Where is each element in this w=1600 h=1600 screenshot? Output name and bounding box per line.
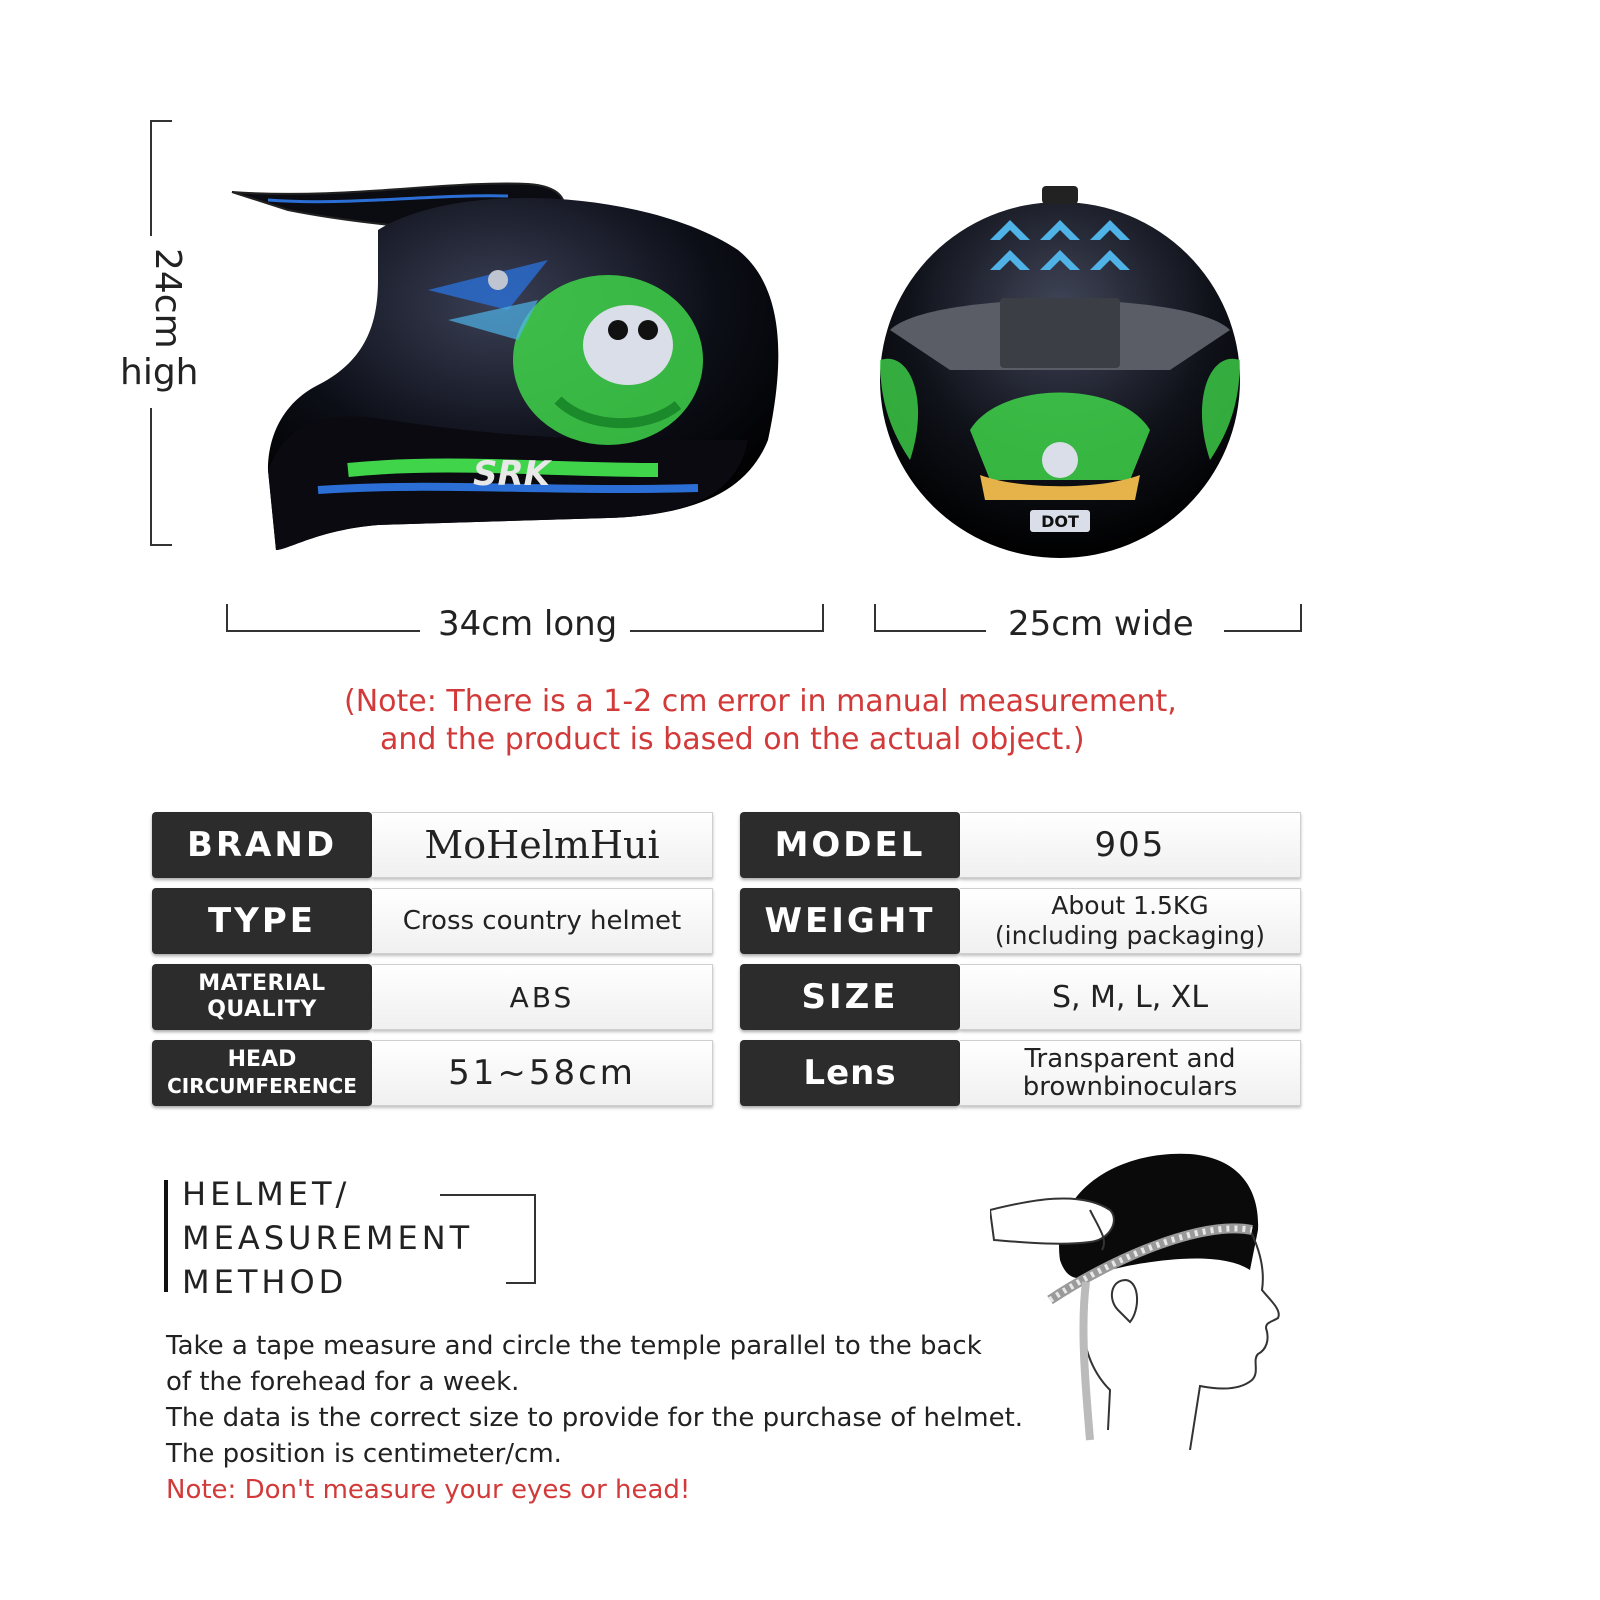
spec-value-lens [960, 1040, 1301, 1106]
method-bracket-side [534, 1194, 536, 1284]
spec-row-brand [152, 812, 712, 878]
spec-label-head-line2: CIRCUMFERENCE [167, 1074, 357, 1098]
spec-label-material-line2: QUALITY [207, 997, 317, 1022]
spec-label-head-line1: HEAD [227, 1047, 297, 1072]
method-text-line2: of the forehead for a week. [166, 1367, 520, 1397]
spec-row-weight [740, 888, 1300, 954]
method-text-line1: Take a tape measure and circle the temple parallel to the back [166, 1331, 982, 1361]
spec-value-size: S, M, L, XL [960, 964, 1301, 1030]
spec-row-material [152, 964, 712, 1030]
height-bracket-top [150, 120, 172, 122]
spec-value-weight-line1: About 1.5KG [1051, 891, 1209, 920]
spec-label-model: MODEL [740, 812, 960, 878]
spec-row-size [740, 964, 1300, 1030]
method-title [182, 1172, 473, 1304]
method-title-line1: HELMET/ [182, 1175, 351, 1213]
height-unit: high [120, 352, 199, 393]
spec-value-lens-line2: brownbinoculars [1022, 1072, 1238, 1102]
length-bracket-right [822, 604, 824, 632]
helmet-logo: SRK [473, 454, 551, 494]
method-bracket-top [440, 1194, 536, 1196]
spec-label-material-line1: MATERIAL [198, 971, 326, 996]
spec-label-weight: WEIGHT [740, 888, 960, 954]
spec-label-material [152, 964, 372, 1030]
height-line-upper [150, 120, 152, 236]
width-bracket-right [1300, 604, 1302, 632]
method-warning: Note: Don't measure your eyes or head! [166, 1475, 691, 1505]
length-line-left [226, 630, 420, 632]
spec-label-head [152, 1040, 372, 1106]
spec-value-weight [960, 888, 1301, 954]
helmet-side-image [228, 170, 798, 570]
method-title-line3: METHOD [182, 1263, 348, 1301]
spec-value-model: 905 [960, 812, 1301, 878]
method-title-line2: MEASUREMENT [182, 1219, 474, 1257]
length-line-right [630, 630, 824, 632]
method-text-line4: The position is centimeter/cm. [166, 1439, 562, 1469]
measurement-note-line2: and the product is based on the actual object.) [380, 722, 1085, 757]
method-text-line3: The data is the correct size to provide for the purchase of helmet. [166, 1403, 1024, 1433]
spec-row-model [740, 812, 1300, 878]
spec-value-weight-line2: (including packaging) [994, 921, 1266, 950]
spec-row-type [152, 888, 712, 954]
height-line-lower [150, 408, 152, 546]
spec-row-head [152, 1040, 712, 1106]
spec-value-head: 51~58cm [372, 1040, 713, 1106]
spec-value-type: Cross country helmet [372, 888, 713, 954]
head-measurement-illustration [990, 1150, 1310, 1450]
width-line-left [874, 630, 986, 632]
spec-value-brand: MoHelmHui [372, 812, 713, 878]
spec-row-lens [740, 1040, 1300, 1106]
height-value: 24cm [147, 248, 188, 349]
spec-label-type: TYPE [152, 888, 372, 954]
width-label: 25cm wide [1008, 604, 1194, 644]
spec-value-material: ABS [372, 964, 713, 1030]
helmet-back-image [870, 180, 1250, 560]
method-title-bar [164, 1180, 168, 1292]
height-bracket-bottom [150, 544, 172, 546]
method-bracket-bottom [506, 1282, 536, 1284]
width-bracket-left [874, 604, 876, 632]
spec-label-lens: Lens [740, 1040, 960, 1106]
measurement-note-line1: (Note: There is a 1-2 cm error in manual measurement, [344, 684, 1177, 719]
spec-label-brand: BRAND [152, 812, 372, 878]
spec-label-size: SIZE [740, 964, 960, 1030]
spec-value-lens-line1: Transparent and [1024, 1044, 1236, 1074]
width-line-right [1224, 630, 1302, 632]
length-label: 34cm long [438, 604, 618, 644]
length-bracket-left [226, 604, 228, 632]
dot-badge: DOT [1041, 512, 1079, 531]
